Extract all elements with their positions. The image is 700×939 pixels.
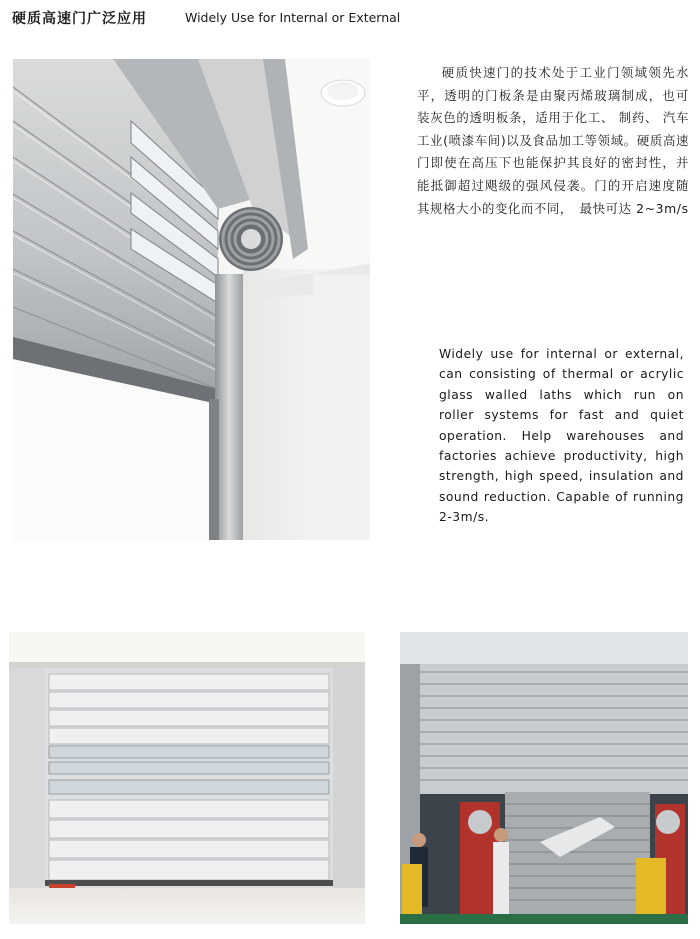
header-title-en: Widely Use for Internal or External	[185, 10, 401, 25]
showroom-door-photo	[9, 632, 365, 924]
description-cn: 硬质快速门的技术处于工业门领域领先水平，透明的门板条是由聚丙烯玻璃制成，也可装灰色的透明板条，适用于化工、 制药、 汽车工业(喷漆车间)以及食品加工等领域。硬质高速门即使在高压下也能保护其良好的密封性，并能抵御超过飓级的强风侵袭。门的开启速度随其规格大小的变化而不同， 最快可达 2~3m/s	[417, 65, 689, 216]
door-closeup-photo	[13, 59, 370, 540]
workshop-door-photo	[400, 632, 688, 924]
header-title-cn: 硬质高速门广泛应用	[12, 11, 147, 27]
description-en: Widely use for internal or external, can consisting of thermal or acrylic glass walled laths which run on roller systems for fast and quiet operation. Help warehouses and factories achieve productivity, high strength, high speed, insulation and sound reduction. Capable of running 2-3m/s.	[439, 347, 684, 525]
